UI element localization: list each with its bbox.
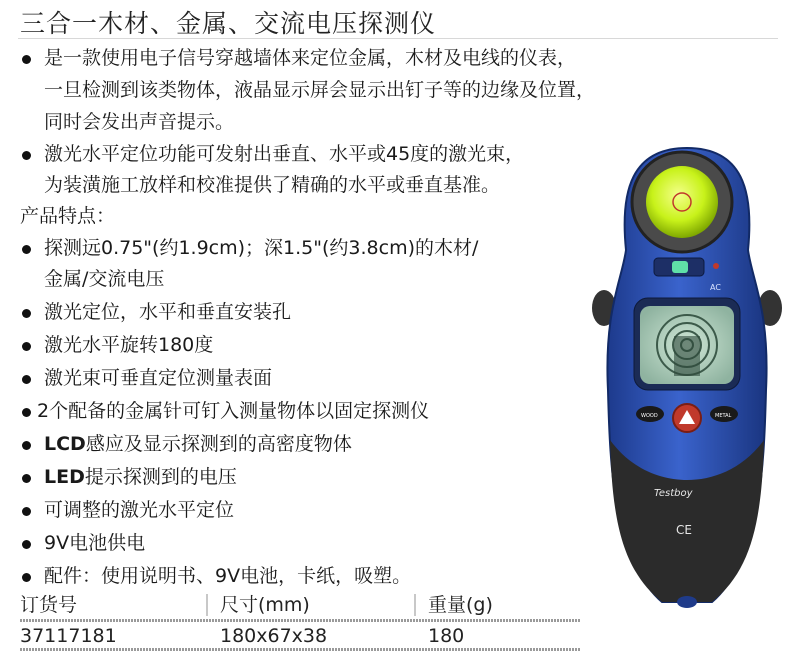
feature-2: 激光定位，水平和垂直安装孔	[44, 301, 292, 323]
table-header-weight: 重量(g)	[428, 594, 493, 616]
feature-4: 激光束可垂直定位测量表面	[44, 367, 273, 389]
brand-logo: Testboy	[654, 488, 693, 499]
table-cell-order-no: 37117181	[20, 625, 117, 647]
intro-1-line-1: 是一款使用电子信号穿越墙体来定位金属，木材及电线的仪表，	[44, 47, 577, 69]
table-header-order-no: 订货号	[20, 594, 78, 616]
intro-2-line-1: 激光水平定位功能可发射出垂直、水平或45度的激光束，	[44, 143, 525, 165]
bullet-dot	[22, 408, 31, 417]
bullet-dot	[22, 375, 31, 384]
feature-7-bold: LED	[44, 466, 85, 488]
bullet-dot	[22, 245, 31, 254]
intro-2-line-2: 为装潢施工放样和校准提供了精确的水平或垂直基准。	[44, 174, 501, 196]
table-bottom-rule	[20, 648, 580, 651]
bullet-dot	[22, 540, 31, 549]
table-column-divider	[206, 594, 208, 616]
lcd-sensor-bar	[674, 336, 700, 376]
bullet-dot	[22, 342, 31, 351]
bottom-foot	[677, 596, 697, 608]
detector-illustration	[592, 140, 782, 610]
table-cell-weight: 180	[428, 625, 465, 647]
table-header-size: 尺寸(mm)	[220, 594, 310, 616]
feature-6-bold: LCD	[44, 433, 86, 455]
feature-6	[44, 431, 352, 457]
feature-6-rest: 感应及显示探测到的高密度物体	[85, 433, 352, 455]
table-header-rule	[20, 619, 580, 622]
bullet-dot	[22, 474, 31, 483]
ac-label: AC	[710, 283, 721, 292]
intro-1-line-2: 一旦检测到该类物体，液晶显示屏会显示出钉子等的边缘及位置，	[44, 79, 596, 101]
device-image	[592, 140, 782, 610]
table-column-divider	[414, 594, 416, 616]
features-heading: 产品特点：	[20, 205, 116, 227]
horizontal-vial	[672, 261, 688, 273]
feature-10: 配件：使用说明书、9V电池，卡纸，吸塑。	[44, 565, 412, 587]
metal-mode-label: METAL	[715, 413, 732, 419]
bullet-dot	[22, 309, 31, 318]
feature-1-line-2: 金属/交流电压	[44, 268, 165, 290]
page-title: 三合一木材、金属、交流电压探测仪	[20, 9, 437, 38]
bullet-dot	[22, 573, 31, 582]
feature-5: 2个配备的金属针可钉入测量物体以固定探测仪	[37, 400, 430, 422]
bullet-dot	[22, 55, 31, 64]
ac-led	[713, 263, 719, 269]
intro-1-line-3: 同时会发出声音提示。	[44, 111, 235, 133]
wood-mode-label: WOOD	[641, 413, 658, 419]
feature-9: 9V电池供电	[44, 532, 146, 554]
bullet-dot	[22, 441, 31, 450]
ce-mark: CE	[676, 523, 692, 537]
bubble-vial	[646, 166, 718, 238]
feature-1-line-1: 探测远0.75"(约1.9cm)；深1.5"(约3.8cm)的木材/	[44, 237, 479, 259]
feature-7	[44, 464, 237, 490]
bullet-dot	[22, 151, 31, 160]
feature-7-rest: 提示探测到的电压	[84, 466, 237, 488]
feature-3: 激光水平旋转180度	[44, 334, 214, 356]
feature-8: 可调整的激光水平定位	[44, 499, 235, 521]
table-cell-size: 180x67x38	[220, 625, 328, 647]
bullet-dot	[22, 507, 31, 516]
title-divider	[18, 38, 778, 39]
